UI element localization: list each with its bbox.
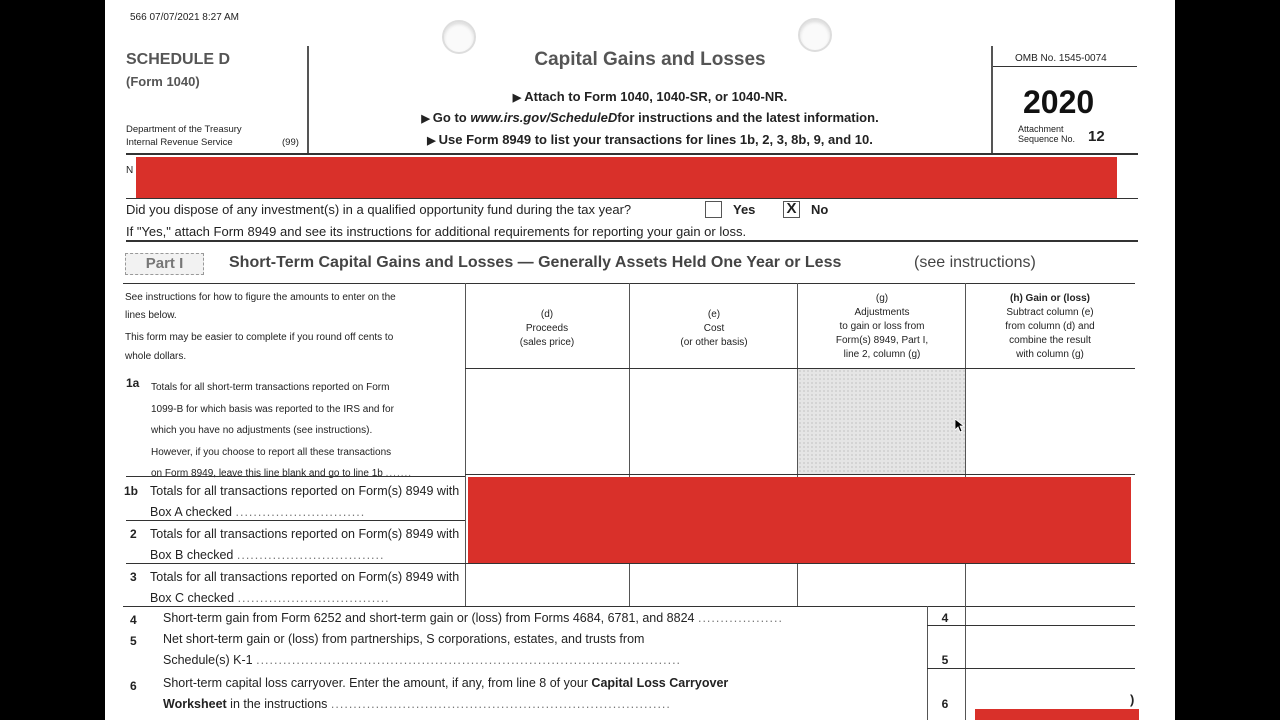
redacted-line-6-value	[975, 709, 1139, 720]
line-ref-5: 5	[941, 653, 949, 667]
line-number-5: 5	[130, 634, 137, 648]
line-5-amount-cell[interactable]	[966, 626, 1134, 668]
row-1a-gain-cell[interactable]	[966, 369, 1134, 473]
name-rule	[126, 198, 1138, 199]
row-3-cost-cell[interactable]	[630, 564, 796, 604]
line-ref-6: 6	[941, 697, 949, 711]
irs-line: Internal Revenue Service	[126, 137, 233, 148]
part-rule	[126, 240, 1138, 242]
no-label: No	[811, 202, 829, 217]
instruction-8949: ▶ Use Form 8949 to list your transactions for lines 1b, 2, 3, 8b, 9, and 10.	[427, 132, 873, 147]
line-4-amount-cell[interactable]	[966, 607, 1134, 626]
row-4-description: Short-term gain from Form 6252 and short-term gain or (loss) from Forms 4684, 6781, and 8824 ...................	[163, 611, 783, 625]
table-intro-line4: whole dollars.	[125, 351, 187, 362]
mouse-cursor-icon	[955, 419, 965, 438]
row-3-gain-cell[interactable]	[966, 564, 1134, 604]
instruction-goto: ▶ Go to www.irs.gov/ScheduleDfor instructions and the latest information.	[421, 110, 879, 125]
row-1a-bottom-rule	[465, 474, 1135, 475]
opportunity-fund-note: If "Yes," attach Form 8949 and see its instructions for additional requirements for reporting your gain or loss.	[126, 224, 747, 239]
line-ref-4: 4	[941, 611, 949, 625]
part-label: Part I	[125, 253, 204, 275]
row-1a-proceeds-cell[interactable]	[466, 369, 628, 473]
sequence-label: Sequence No.	[1018, 134, 1076, 144]
table-intro-line2: lines below.	[125, 310, 177, 321]
arrow-icon: ▶	[421, 113, 430, 125]
instruction-attach: ▶ Attach to Form 1040, 1040-SR, or 1040-NR.	[512, 89, 788, 104]
punch-hole-right	[798, 18, 832, 52]
line-6-amount-cell[interactable]	[966, 669, 1134, 709]
part-see-instructions: (see instructions)	[914, 254, 1036, 271]
redacted-name-field	[136, 157, 1117, 198]
line-number-6: 6	[130, 679, 137, 693]
form-reference: (Form 1040)	[126, 74, 200, 89]
line-number-1b: 1b	[124, 484, 139, 498]
arrow-icon: ▶	[512, 92, 522, 104]
row-1a-bottom-rule-left	[126, 476, 465, 477]
line-number-1a: 1a	[126, 376, 140, 390]
row-1b-description: Totals for all transactions reported on Form(s) 8949 with Box A checked .............................	[150, 484, 460, 519]
part-title: Short-Term Capital Gains and Losses — Generally Assets Held One Year or Less	[229, 254, 842, 271]
catalog-code: (99)	[282, 137, 299, 148]
row-3-proceeds-cell[interactable]	[466, 564, 628, 604]
column-h-header: (h) Gain or (loss) Subtract column (e) from column (d) and combine the result with column (g)	[1005, 293, 1095, 360]
row-5-description: Net short-term gain or (loss) from partnerships, S corporations, estates, and trusts from Schedule(s) K-1 ...............................................................................................	[163, 632, 682, 667]
yes-label: Yes	[733, 202, 756, 217]
row-3-adjustment-cell[interactable]	[798, 564, 964, 604]
irs-url-link[interactable]: www.irs.gov/ScheduleD	[470, 110, 618, 125]
column-d-header: (d) Proceeds (sales price)	[519, 309, 575, 348]
yes-checkbox[interactable]	[705, 201, 722, 218]
row-1a-description: Totals for all short-term transactions reported on Form 1099-B for which basis was reported to the IRS and for which you have no adjustments (see instructions). However, if you choose to report all these transactions on Form 8949, leave this line blank and go to line 1b .......	[151, 382, 413, 479]
name-label: N	[126, 165, 134, 176]
form-title: Capital Gains and Losses	[534, 49, 766, 70]
form-page	[105, 0, 1175, 720]
ref-col-divider-left	[927, 606, 928, 720]
print-stamp: 566 07/07/2021 8:27 AM	[130, 12, 239, 23]
row-1b-bottom-rule	[126, 520, 465, 521]
line-6-closing-paren: )	[1130, 692, 1135, 707]
row-1a-column-g-shaded	[798, 369, 965, 474]
header-rule	[126, 153, 1138, 155]
table-intro-line1: See instructions for how to figure the amounts to enter on the	[125, 292, 396, 303]
column-g-header: (g) Adjustments to gain or loss from Form(s) 8949, Part I, line 2, column (g)	[835, 293, 929, 360]
tax-year: 2020	[1023, 84, 1095, 120]
schedule-name: SCHEDULE D	[126, 51, 231, 68]
row-3-description: Totals for all transactions reported on Form(s) 8949 with Box C checked ..................................	[150, 570, 460, 605]
line-number-4: 4	[130, 613, 137, 627]
row-6-description: Short-term capital loss carryover. Enter the amount, if any, from line 8 of your Capital Loss Carryover Worksheet in the instructions ............................................................................	[163, 676, 729, 711]
header-divider-left	[307, 46, 309, 153]
sequence-number: 12	[1088, 128, 1105, 145]
opportunity-fund-question: Did you dispose of any investment(s) in a qualified opportunity fund during the tax year?	[126, 202, 632, 217]
line-number-3: 3	[130, 570, 137, 584]
checked-x-icon: X	[786, 200, 797, 217]
line-number-2: 2	[130, 527, 137, 541]
omb-underline	[993, 66, 1137, 67]
column-e-header: (e) Cost (or other basis)	[680, 309, 748, 348]
attachment-label: Attachment	[1018, 124, 1064, 134]
row-2-description: Totals for all transactions reported on Form(s) 8949 with Box B checked .................................	[150, 527, 460, 562]
header-divider-right	[991, 46, 993, 153]
redacted-row-1b-2-values	[468, 477, 1131, 563]
department-line: Department of the Treasury	[126, 124, 242, 135]
table-intro-line3: This form may be easier to complete if you round off cents to	[125, 332, 394, 343]
row-1a-cost-cell[interactable]	[630, 369, 796, 473]
omb-number: OMB No. 1545-0074	[1015, 53, 1107, 64]
arrow-icon: ▶	[427, 135, 436, 147]
